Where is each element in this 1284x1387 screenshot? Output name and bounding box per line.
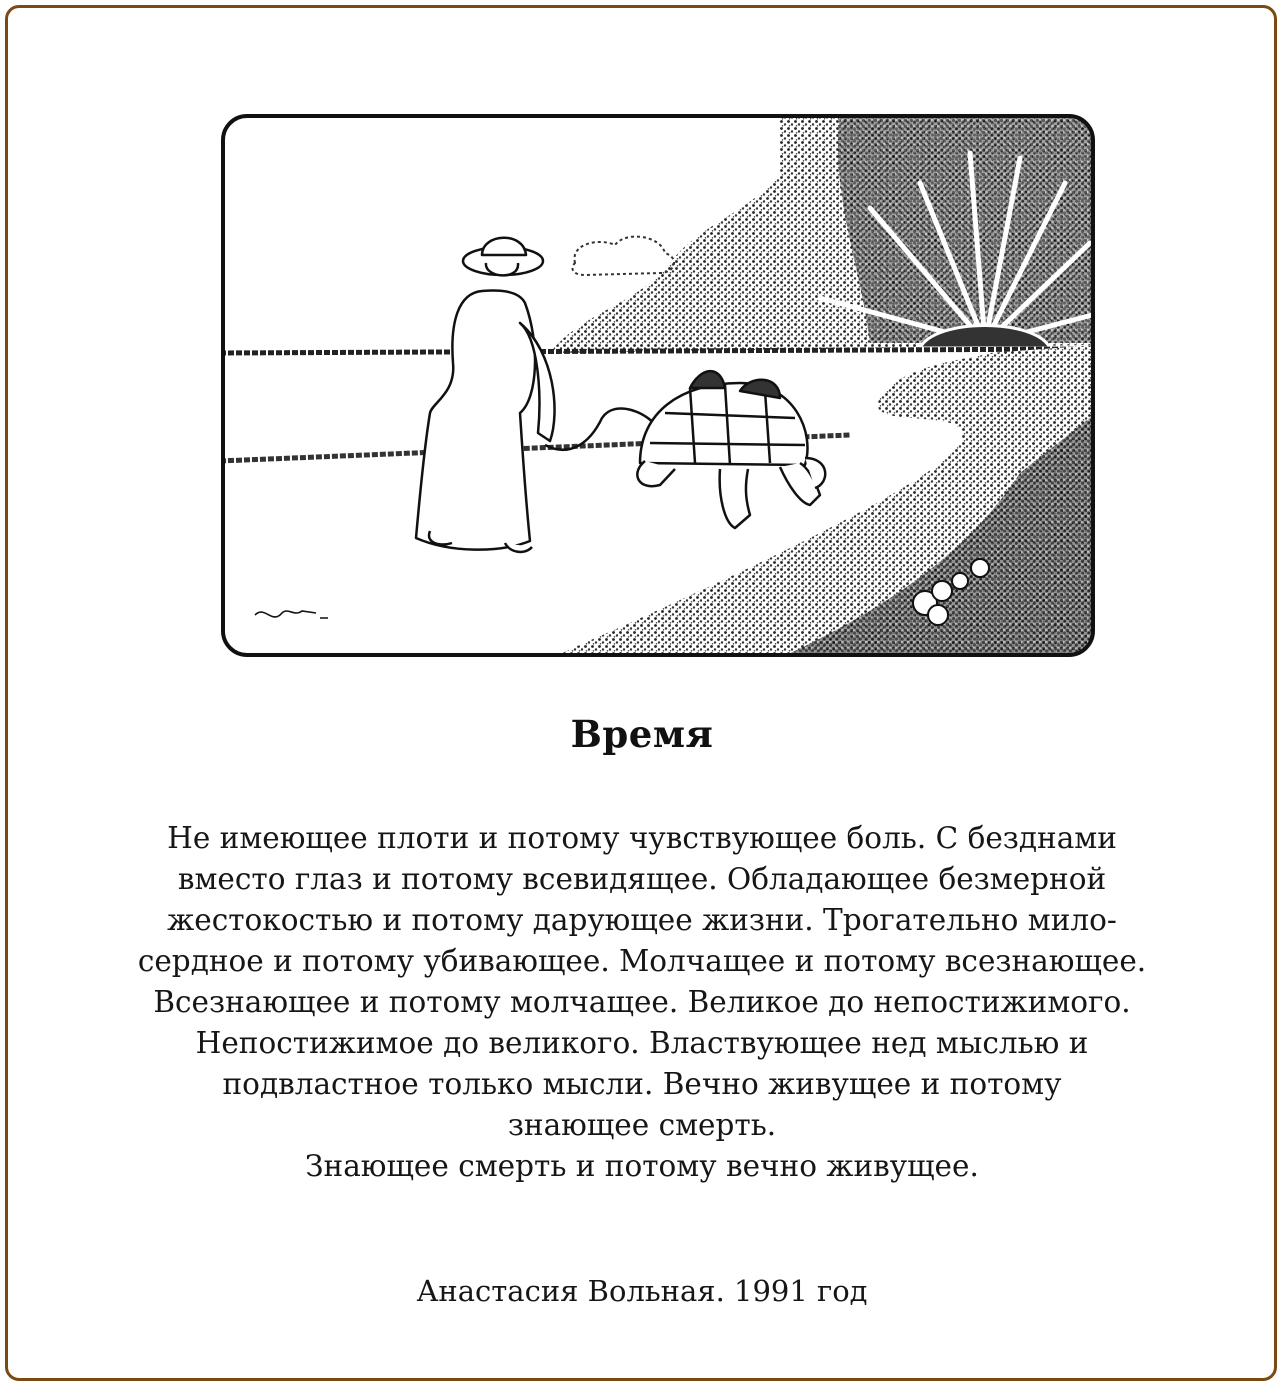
poem-line: Непостижимое до великого. Властвующее нед мыслью и (195, 1026, 1089, 1060)
poem-line: подвластное только мысли. Вечно живущее и потому (222, 1067, 1062, 1101)
poem-line: Всезнающее и потому молчащее. Великое до непостижимого. (153, 985, 1131, 1019)
poem-line: жестокостью и потому дарующее жизни. Трогательно мило- (167, 903, 1117, 937)
poem-line: вместо глаз и потому всевидящее. Обладающее безмерной (177, 862, 1107, 896)
poem-title: Время (570, 712, 714, 756)
illustration-woman-and-turtle (220, 113, 1096, 658)
poem-line: знающее смерть. (507, 1108, 777, 1142)
poem-body (60, 818, 1224, 1187)
poem-line: Не имеющее плоти и потому чувствующее боль. С безднами (167, 821, 1117, 855)
poem-line: сердное и потому убивающее. Молчащее и потому всезнающее. (137, 944, 1147, 978)
author-signature: Анастасия Вольная. 1991 год (416, 1274, 868, 1308)
poem-line: Знающее смерть и потому вечно живущее. (305, 1149, 979, 1183)
